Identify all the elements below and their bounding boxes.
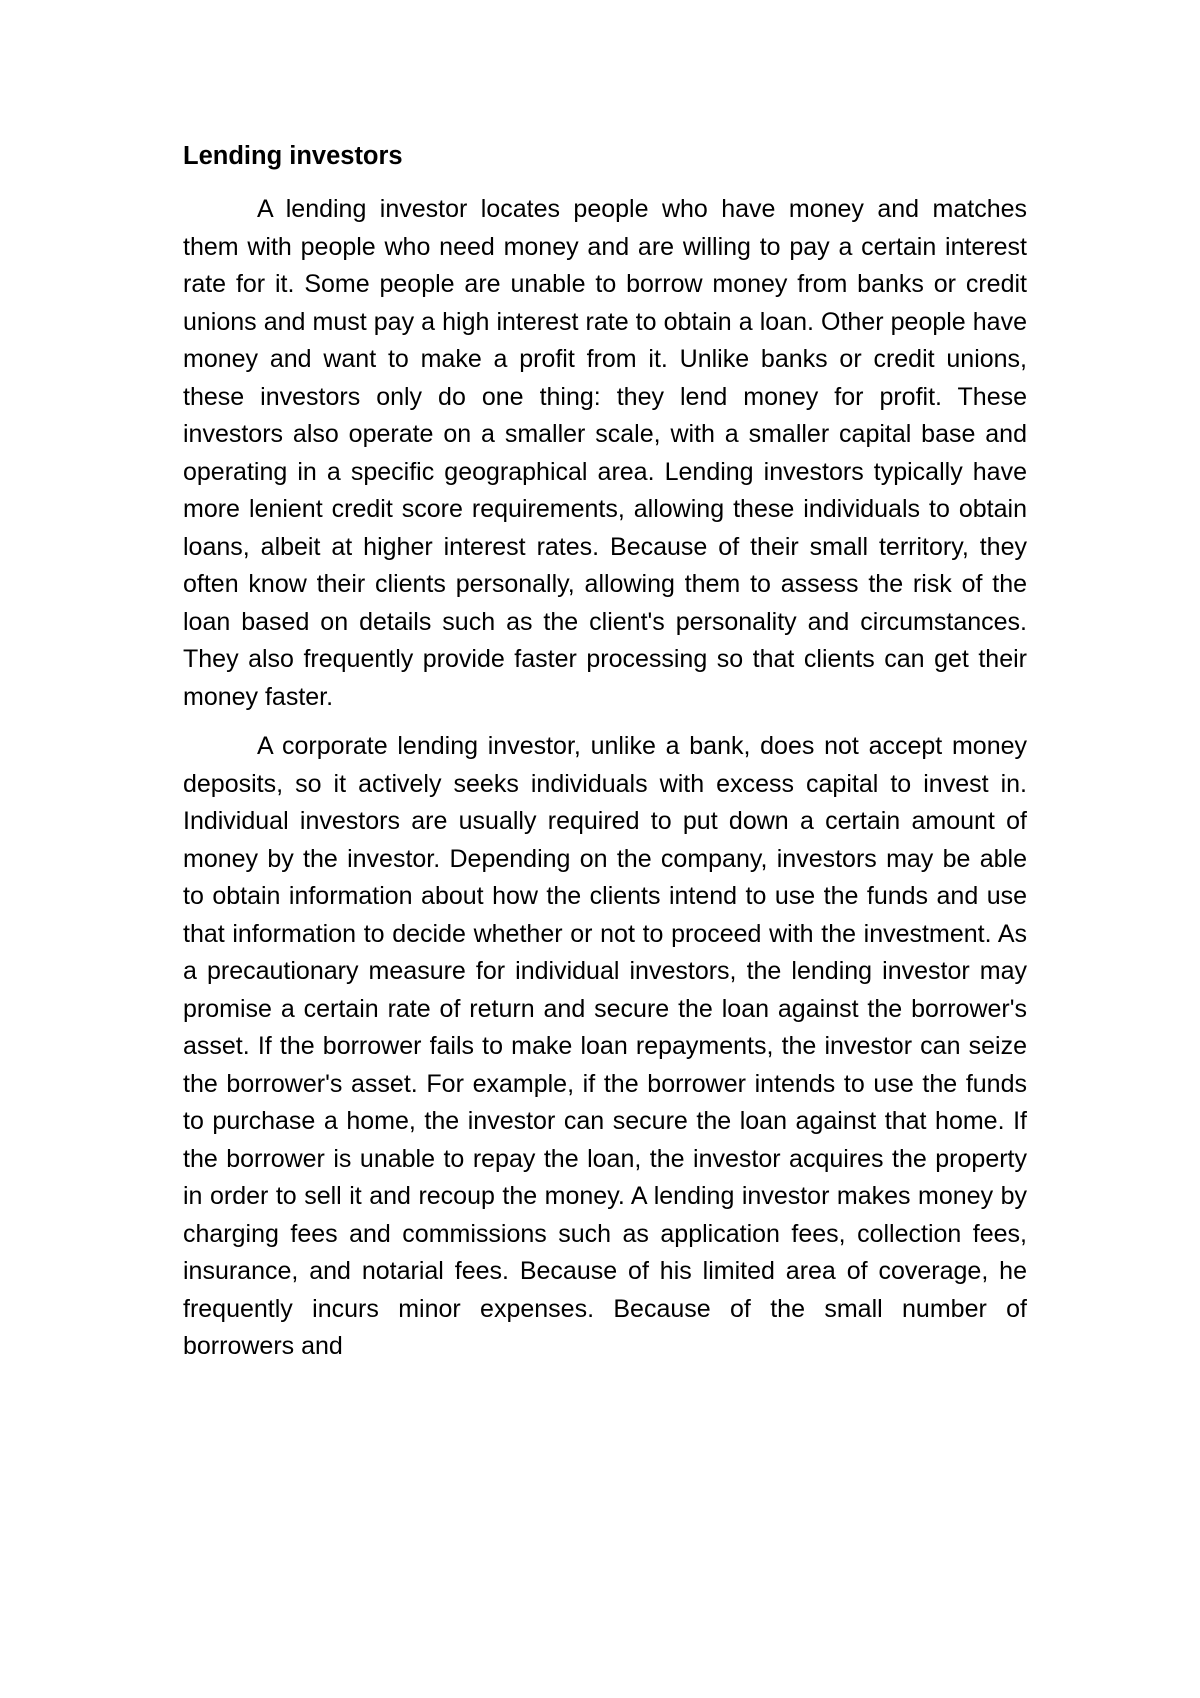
paragraph-2: A corporate lending investor, unlike a bank, does not accept money deposits, so it actively seeks individuals with excess capital to invest in. Individual investors are usually required to put down a certain amount of money by the investor. Depending on the company, investors may be able to obtain information about how the clients intend to use the funds and use that information to decide whether or not to proceed with the investment. As a precautionary measure for individual investors, the lending investor may promise a certain rate of return and secure the loan against the borrower's asset. If the borrower fails to make loan repayments, the investor can seize the borrower's asset. For example, if the borrower intends to use the funds to purchase a home, the investor can secure the loan against that home. If the borrower is unable to repay the loan, the investor acquires the property in order to sell it and recoup the money. A lending investor makes money by charging fees and commissions such as application fees, collection fees, insurance, and notarial fees. Because of his limited area of coverage, he frequently incurs minor expenses. Because of the small number of borrowers and (183, 732, 1027, 1360)
paragraph-1: A lending investor locates people who have money and matches them with people who need money and are willing to pay a certain interest rate for it. Some people are unable to borrow money from banks or credit unions and must pay a high interest rate to obtain a loan. Other people have money and want to make a profit from it. Unlike banks or credit unions, these investors only do one thing: they lend money for profit. These investors also operate on a smaller scale, with a smaller capital base and operating in a specific geographical area. Lending investors typically have more lenient credit score requirements, allowing these individuals to obtain loans, albeit at higher interest rates. Because of their small territory, they often know their clients personally, allowing them to assess the risk of the loan based on details such as the client's personality and circumstances. They also frequently provide faster processing so that clients can get their money faster. (183, 195, 1027, 711)
document-heading: Lending investors (183, 142, 403, 170)
document-page (183, 138, 1027, 1378)
